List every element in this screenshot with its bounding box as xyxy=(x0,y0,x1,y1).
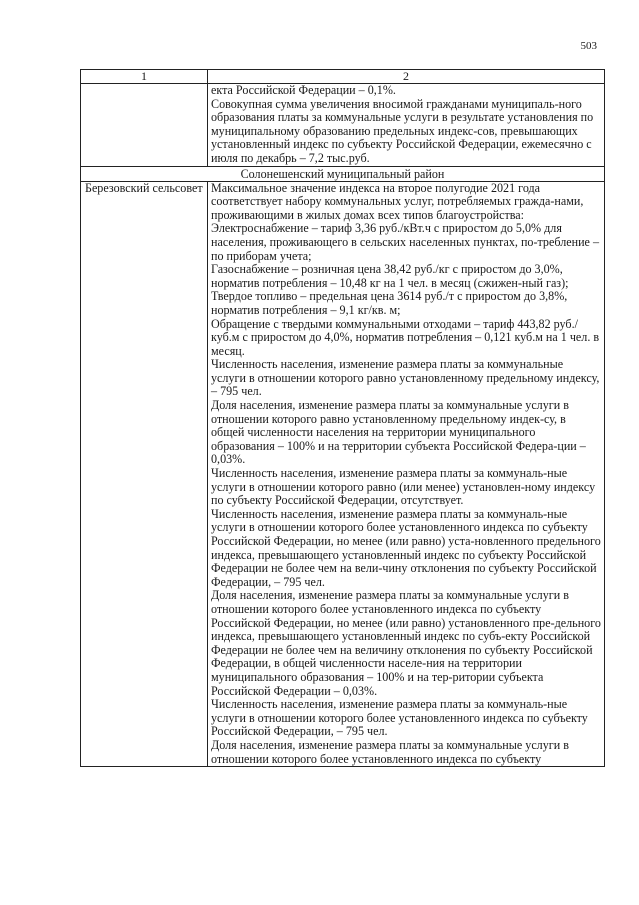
document-table xyxy=(80,69,605,767)
table-header-row xyxy=(81,70,605,84)
continuation-cell xyxy=(208,84,605,167)
paragraph: Доля населения, изменение размера платы за коммунальные услуги в отношении которого более установленного индекса по субъекту xyxy=(211,737,569,766)
district-row xyxy=(81,166,605,181)
entity-content xyxy=(208,181,605,767)
page-number: 503 xyxy=(580,40,597,52)
district-heading: Солонешенский муниципальный район xyxy=(81,166,605,181)
table-row-entity xyxy=(81,181,605,767)
empty-cell xyxy=(81,84,208,167)
paragraph: Численность населения, изменение размера платы за коммуналь-ные услуги в отношении которого более установленного индекса по субъекту Российской Федерации, – 795 чел. xyxy=(211,697,588,739)
paragraph: Газоснабжение – розничная цена 38,42 руб./кг с приростом до 3,0%, норматив потребления – 10,48 кг на 1 чел. в месяц (сжижен-ный газ); xyxy=(211,262,569,290)
entity-name: Березовский сельсовет xyxy=(81,181,208,767)
paragraph: Максимальное значение индекса на второе полугодие 2021 года соответствует набору коммунальных услуг, потребляемых гражда-нами, проживающими в жилых домах всех типов благоустройства: xyxy=(211,180,584,222)
paragraph: Электроснабжение – тариф 3,36 руб./кВт.ч с приростом до 5,0% для населения, проживающего в сельских населенных пунктах, по-требление – по приборам учета; xyxy=(211,221,599,263)
paragraph: Доля населения, изменение размера платы за коммунальные услуги в отношении которого более установленного индекса по субъекту Российской Федерации, но менее (или равно) установленного пре-дельного индекса, превышающего установленный индекс по субъ-екту Российской Федерации не более чем на величину отклонения по субъекту Российской Федерации, в общей численности населе-ния на территории муниципального образования – 100% и на тер-ритории субъекта Российской Федерации – 0,03%. xyxy=(211,588,601,698)
table-row-continuation xyxy=(81,84,605,167)
paragraph: Численность населения, изменение размера платы за коммунальные услуги в отношении которого равно установленному предельному индексу, – 795 чел. xyxy=(211,357,600,399)
paragraph: Твердое топливо – предельная цена 3614 руб./т с приростом до 3,8%, норматив потребления – 9,1 кг/кв. м; xyxy=(211,289,568,317)
paragraph: Численность населения, изменение размера платы за коммуналь-ные услуги в отношении которого равно (или менее) установлен-ному индексу по субъекту Российской Федерации, отсутствует. xyxy=(211,466,596,508)
paragraph: екта Российской Федерации – 0,1%. xyxy=(211,83,396,97)
column-header-1: 1 xyxy=(81,70,208,84)
paragraph: Численность населения, изменение размера платы за коммуналь-ные услуги в отношении которого более установленного индекса по субъекту Российской Федерации, но менее (или равно) уста-новленного предельного индекса, превышающего установленный индекс по субъекту Российской Федерации не более чем на вели-чину отклонения по субъекту Российской Федерации, – 795 чел. xyxy=(211,506,601,589)
paragraph: Доля населения, изменение размера платы за коммунальные услуги в отношении которого равно установленному предельному индек-су, в общей численности населения на территории муниципального образования – 100% и на территории субъекта Российской Федера-ции – 0,03%. xyxy=(211,398,586,467)
column-header-2: 2 xyxy=(208,70,605,84)
paragraph: Совокупная сумма увеличения вносимой гражданами муниципаль-ного образования платы за коммунальные услуги в результате установления по муниципальному образованию предельных индекс-сов, превышающих установленный индекс по субъекту Российской Федерации, ежемесячно с июля по декабрь – 7,2 тыс.руб. xyxy=(211,96,594,165)
paragraph: Обращение с твердыми коммунальными отходами – тариф 443,82 руб./куб.м с приростом до 4,0%, норматив потребления – 0,121 куб.м на 1 чел. в месяц. xyxy=(211,316,600,358)
